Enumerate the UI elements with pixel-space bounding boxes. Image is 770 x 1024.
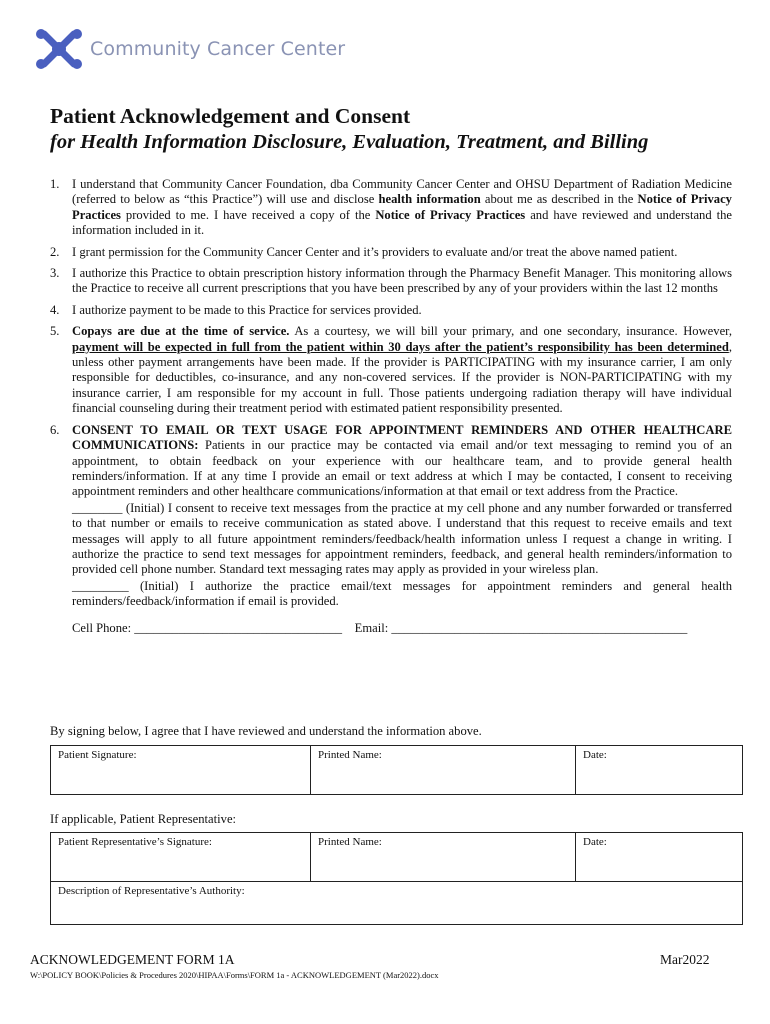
rep-signature-field[interactable]: Patient Representative’s Signature: [51,833,311,881]
brand-name: Community Cancer Center [90,38,346,60]
contact-fields [72,621,732,636]
patient-printed-name-field[interactable]: Printed Name: [311,746,576,794]
rep-printed-name-field[interactable]: Printed Name: [311,833,576,881]
email-consent-initial[interactable]: _________ (Initial) I authorize the practice email/text messages for appointment reminders and general health reminders/feedback/information if email is provided. [72,578,732,609]
list-item: 2. I grant permission for the Community Cancer Center and it’s providers to evaluate and/or treat the above named patient. [50,244,678,259]
representative-heading: If applicable, Patient Representative: [50,812,237,826]
list-item: 6. CONSENT TO EMAIL OR TEXT USAGE FOR APPOINTMENT REMINDERS AND OTHER HEALTHCARE COMMUNICATIONS: Patients in our practice may be contacted via email and/or text messaging to remind you of an appointment, to obtain feedback on your experience with our healthcare team, and to provide general health reminders/information. If at any time I provide an email or text address at which I may be contacted, I consent to receiving appointment reminders and other healthcare communications/information at that email or text address from the Practice. ________ (Initial) I consent to receive text messages from the practice at my cell phone and any number forwarded or transferred to that number or emails to receive communication as stated above. I understand that this request to receive emails and text messages will apply to all future appointment reminders/feedback/health information unless I request a change in writing. I authorize the practice to send text messages for appointment reminders, feedback, and general health reminders/information to provided cell phone number. Standard text messaging rates may apply as provided in your wireless plan. _________ (Initial) I authorize the practice email/text messages for appointment reminders and general health reminders/feedback/information if email is provided. [50,422,732,609]
text-consent-initial[interactable]: ________ (Initial) I consent to receive text messages from the practice at my cell phone and any number forwarded or transferred to that number or emails to receive communication as stated above. I understand that this request to receive emails and text messages will apply to all future appointment reminders/feedback/health information unless I request a change in writing. I authorize the practice to send text messages for appointment reminders, feedback, and general health reminders/information to provided cell phone number. Standard text messaging rates may apply as provided in your wireless plan. [72,500,732,577]
email-field[interactable]: Email: _______________________________________________ [354,620,688,635]
representative-signature-box [50,832,743,925]
logo-icon [34,24,84,74]
rep-date-field[interactable]: Date: [583,836,607,848]
patient-signature-field[interactable]: Patient Signature: [51,746,311,794]
form-date: Mar2022 [660,952,710,967]
agreement-statement: By signing below, I agree that I have reviewed and understand the information above. [50,724,482,738]
form-id: ACKNOWLEDGEMENT FORM 1A [30,952,235,967]
cell-phone-field[interactable]: Cell Phone: _________________________________ [72,620,343,635]
list-item: 4. I authorize payment to be made to this Practice for services provided. [50,302,422,317]
list-item: 5. Copays are due at the time of service. As a courtesy, we will bill your primary, and one secondary, insurance. However, payment will be expected in full from the patient within 30 days after the patient’s responsibility has been determined, unless other payment arrangements have been made. If the provider is PARTICIPATING with my insurance carrier, I am only responsible for deductibles, co-insurance, and any non-covered services. If the provider is NON-PARTICIPATING with my insurance carrier, I am responsible for my account in full. Those patients undergoing radiation therapy will have individual financial counseling during their treatment period with estimated patient responsibility presented. [50,324,732,416]
list-item: 3. I authorize this Practice to obtain prescription history information through the Pharmacy Benefit Manager. This monitoring allows the Practice to receive all current prescriptions that you have been prescribed by any of your providers within the last 12 months [50,266,732,296]
patient-date-field[interactable]: Date: [583,749,607,761]
patient-signature-box [50,745,743,795]
consent-items [50,177,732,636]
page-title: Patient Acknowledgement and Consent [50,104,411,128]
file-path: W:\POLICY BOOK\Policies & Procedures 2020\HIPAA\Forms\FORM 1a - ACKNOWLEDGEMENT (Mar2022).docx [30,970,439,980]
page-subtitle: for Health Information Disclosure, Evaluation, Treatment, and Billing [50,131,649,153]
header-logo [34,24,345,74]
rep-authority-field[interactable]: Description of Representative’s Authority: [58,885,245,897]
list-item: 1. I understand that Community Cancer Foundation, dba Community Cancer Center and OHSU Department of Radiation Medicine (referred to below as “this Practice”) will use and disclose health information about me as described in the Notice of Privacy Practices provided to me. I have received a copy of the Notice of Privacy Practices and have reviewed and understand the information included in it. [50,177,732,238]
